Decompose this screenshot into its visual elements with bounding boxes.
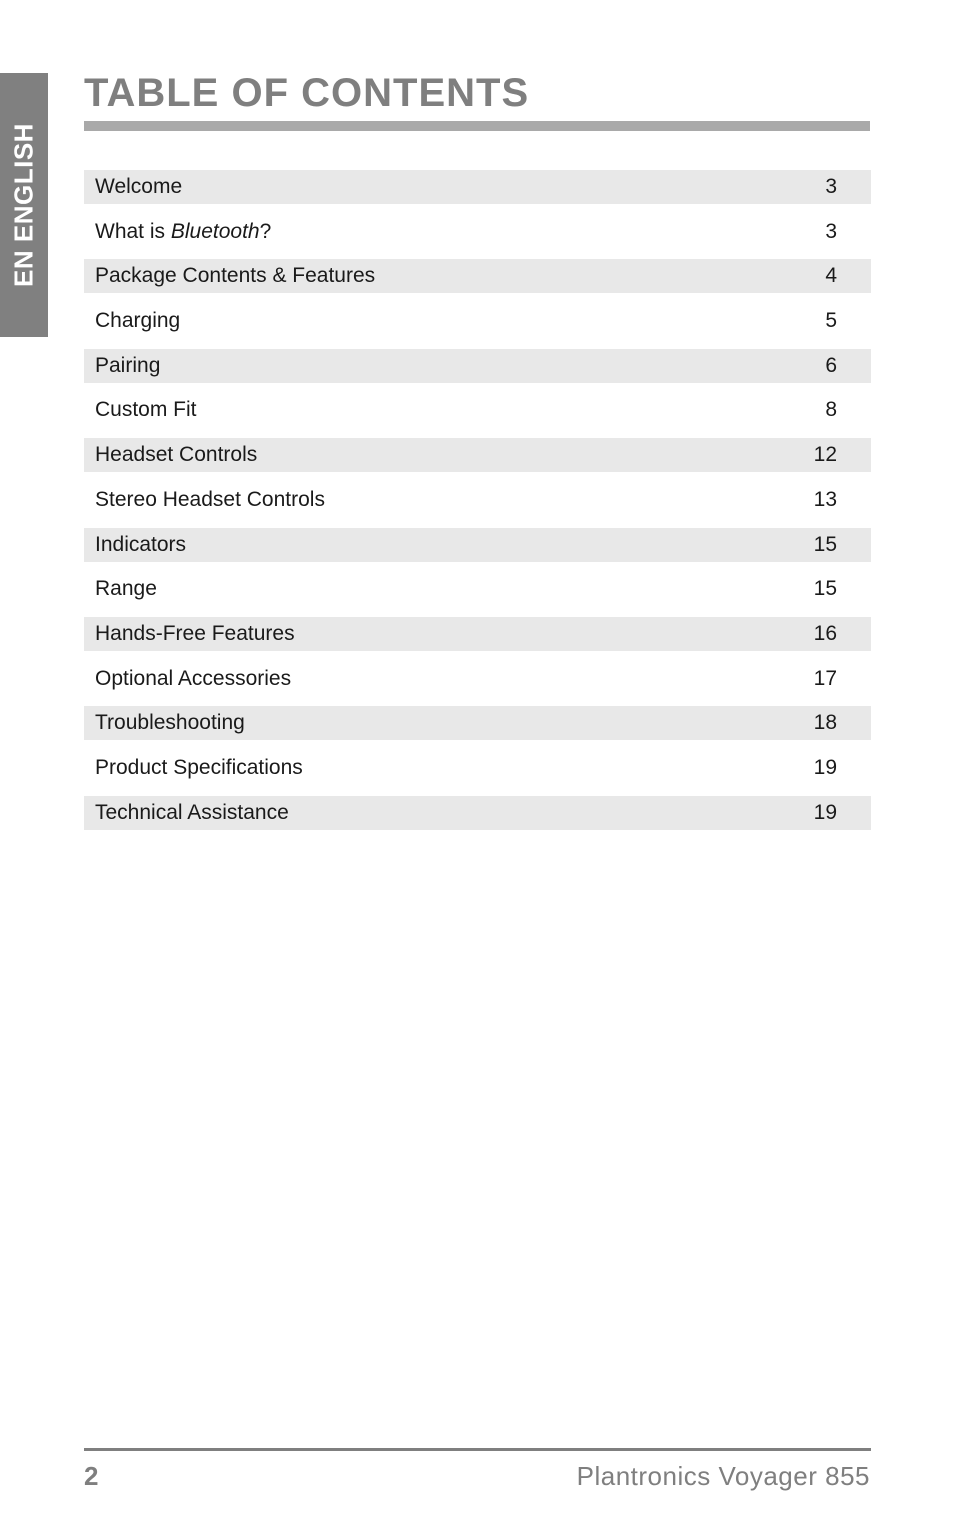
toc-entry-charging[interactable] [84, 304, 871, 338]
toc-entry-page: 17 [813, 666, 837, 690]
toc-entry-page: 13 [813, 487, 837, 511]
toc-entry-label [95, 215, 271, 249]
language-tab-label: EN ENGLISH [8, 123, 39, 287]
toc-entry-page: 5 [825, 309, 837, 333]
toc-entry-page: 6 [825, 353, 837, 377]
toc-entry-optional-accessories[interactable] [84, 662, 871, 696]
toc-entry-page: 19 [813, 755, 837, 779]
toc-entry-label: Product Specifications [95, 755, 303, 779]
table-of-contents [84, 170, 871, 840]
toc-entry-range[interactable] [84, 572, 871, 606]
toc-entry-page: 8 [825, 398, 837, 422]
toc-entry-page: 12 [813, 443, 837, 467]
toc-entry-headset-controls[interactable] [84, 438, 871, 472]
toc-entry-label: Custom Fit [95, 398, 197, 422]
toc-entry-welcome[interactable] [84, 170, 871, 204]
toc-entry-stereo-headset-controls[interactable] [84, 483, 871, 517]
toc-entry-label: Indicators [95, 532, 187, 556]
toc-entry-package-contents[interactable] [84, 259, 871, 293]
toc-entry-label-prefix: What is [95, 219, 171, 243]
toc-entry-hands-free-features[interactable] [84, 617, 871, 651]
toc-entry-label: Package Contents & Features [95, 264, 376, 288]
toc-entry-page: 4 [825, 264, 837, 288]
toc-entry-page: 18 [813, 711, 837, 735]
footer-product-name: Plantronics Voyager 855 [576, 1461, 870, 1491]
toc-entry-page: 15 [813, 532, 837, 556]
title-divider [84, 121, 870, 131]
toc-entry-label: Technical Assistance [95, 800, 289, 824]
toc-entry-page: 16 [813, 621, 837, 645]
page-title: TABLE OF CONTENTS [84, 71, 530, 115]
toc-entry-page: 15 [813, 577, 837, 601]
toc-entry-technical-assistance[interactable] [84, 796, 871, 830]
toc-entry-label: Range [95, 577, 157, 601]
toc-entry-label: Pairing [95, 353, 161, 377]
toc-entry-label: Troubleshooting [95, 711, 245, 735]
footer-divider [84, 1448, 871, 1451]
toc-entry-what-is-bluetooth[interactable] [84, 215, 871, 249]
toc-entry-label-suffix: ? [259, 219, 272, 243]
toc-entry-pairing[interactable] [84, 349, 871, 383]
toc-entry-label: Hands-Free Features [95, 621, 295, 645]
toc-entry-label: Welcome [95, 175, 183, 198]
toc-entry-label: Stereo Headset Controls [95, 487, 325, 511]
toc-entry-custom-fit[interactable] [84, 393, 871, 427]
toc-entry-label: Charging [95, 309, 181, 333]
toc-entry-page: 19 [813, 800, 837, 824]
toc-entry-product-specifications[interactable] [84, 751, 871, 785]
toc-entry-indicators[interactable] [84, 528, 871, 562]
toc-entry-page: 3 [825, 219, 837, 243]
page-number: 2 [84, 1461, 99, 1491]
toc-entry-label: Optional Accessories [95, 666, 292, 690]
toc-entry-page: 3 [825, 175, 837, 198]
toc-entry-troubleshooting[interactable] [84, 706, 871, 740]
toc-entry-label: Headset Controls [95, 443, 258, 467]
toc-entry-label-italic: Bluetooth [170, 219, 260, 243]
